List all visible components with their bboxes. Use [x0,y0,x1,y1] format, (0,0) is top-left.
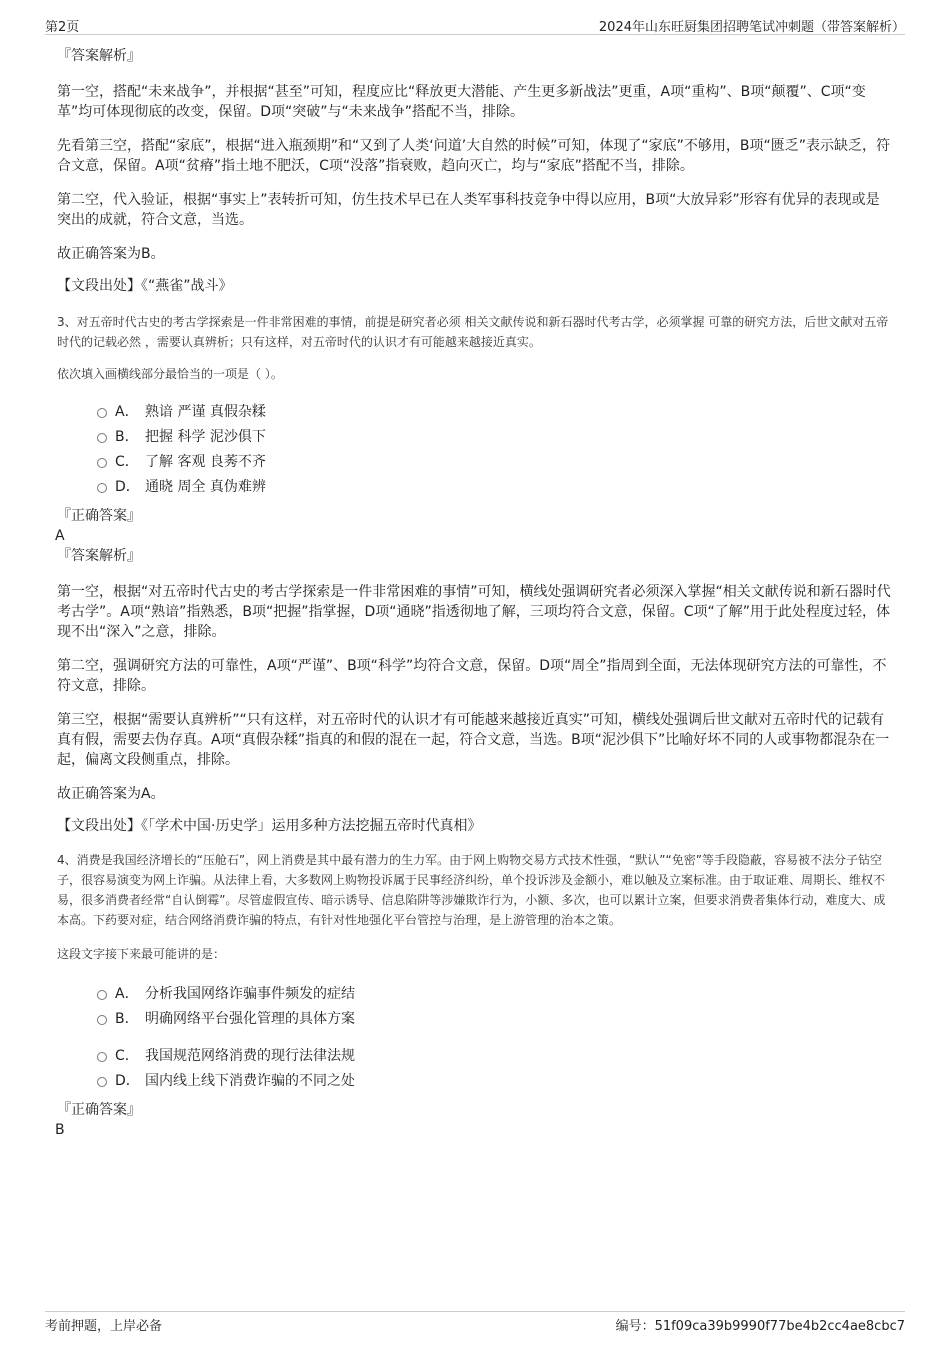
question-3-prompt: 依次填入画横线部分最恰当的一项是（ ）。 [57,367,283,381]
radio-icon[interactable] [97,1077,107,1087]
option-letter: B． [115,429,139,445]
source-citation: 【文段出处】《“燕雀”战斗》 [57,278,233,294]
page-footer [45,1311,905,1334]
correct-answer: A [55,528,65,544]
page-header [45,14,905,35]
option-d[interactable] [57,1069,893,1094]
option-letter: C． [115,1048,139,1064]
analysis-paragraph: 先看第三空，搭配“家底”，根据“进入瓶颈期”和“又到了人类‘问道’大自然的时候”可知，体现了“家底”不够用，B项“匮乏”表示缺乏，符合文意，保留。A项“贫瘠”指土地不肥沃，C项“没落”指衰败，趋向灭亡，均与“家底”搭配不当，排除。 [57,138,891,174]
option-c[interactable] [57,1044,893,1069]
analysis-paragraph: 第一空，根据“对五帝时代古史的考古学探索是一件非常困难的事情”可知，横线处强调研究者必须深入掌握“相关文献传说和新石器时代考古学”。A项“熟谙”指熟悉，B项“把握”指掌握，D项“通晓”指透彻地了解，三项均符合文意，保留。C项“了解”用于此处程度过轻，体现不出“深入”之意，排除。 [57,584,891,640]
document-id: 编号：51f09ca39b9990f77be4b2cc4ae8cbc7 [615,1319,905,1334]
question-4-options [57,982,893,1094]
page-content [57,46,893,1140]
radio-icon[interactable] [97,1015,107,1025]
radio-icon[interactable] [97,458,107,468]
option-letter: A． [115,404,139,420]
analysis-tag: 『答案解析』 [57,48,141,64]
footer-slogan: 考前押题，上岸必备 [45,1319,163,1334]
page-number: 第2页 [45,20,80,35]
question-3-options [57,400,893,500]
question-4-text: 4、消费是我国经济增长的“压舱石”，网上消费是其中最有潜力的生力军。由于网上购物交易方式技术性强，“默认”“免密”等手段隐蔽，容易被不法分子钻空子，很容易演变为网上诈骗。从法律上看，大多数网上购物投诉属于民事经济纠纷，单个投诉涉及金额小，难以触及立案标准。由于取证难、周期长、维权不易，很多消费者经常“自认倒霉”。尽管虚假宣传、暗示诱导、信息陷阱等涉嫌欺诈行为，小额、多次，也可以累计立案，但要求消费者集体行动，难度大、成本高。下药要对症，结合网络消费诈骗的特点，有针对性地强化平台管控与治理，是上游管理的治本之策。 [57,853,886,927]
option-a[interactable] [57,982,893,1007]
option-text: 分析我国网络诈骗事件频发的症结 [145,986,355,1002]
option-letter: D． [115,1073,140,1089]
option-c[interactable] [57,450,893,475]
option-text: 把握 科学 泥沙俱下 [145,429,266,445]
radio-icon[interactable] [97,408,107,418]
option-text: 国内线上线下消费诈骗的不同之处 [145,1073,355,1089]
radio-icon[interactable] [97,990,107,1000]
option-text: 我国规范网络消费的现行法律法规 [145,1048,355,1064]
document-title: 2024年山东旺厨集团招聘笔试冲刺题（带答案解析） [598,20,905,35]
analysis-tag: 『答案解析』 [57,548,141,564]
answer-tag: 『正确答案』 [57,508,141,524]
option-b[interactable] [57,1007,893,1032]
option-letter: B． [115,1011,139,1027]
option-letter: D． [115,479,140,495]
radio-icon[interactable] [97,1052,107,1062]
question-3-text: 3、对五帝时代古史的考古学探索是一件非常困难的事情，前提是研究者必须 相关文献传说和新石器时代考古学，必须掌握 可靠的研究方法，后世文献对五帝时代的记载必然 ，需要认真辨析；只有这样，对五帝时代的认识才有可能越来越接近真实。 [57,315,889,349]
option-letter: C． [115,454,139,470]
analysis-paragraph: 第一空，搭配“未来战争”，并根据“甚至”可知，程度应比“释放更大潜能、产生更多新战法”更重，A项“重构”、B项“颠覆”、C项“变革”均可体现彻底的改变，保留。D项“突破”与“未来战争”搭配不当，排除。 [57,84,866,120]
option-b[interactable] [57,425,893,450]
answer-tag: 『正确答案』 [57,1102,141,1118]
option-a[interactable] [57,400,893,425]
option-text: 了解 客观 良莠不齐 [145,454,266,470]
radio-icon[interactable] [97,483,107,493]
radio-icon[interactable] [97,433,107,443]
conclusion: 故正确答案为A。 [57,786,165,802]
analysis-paragraph: 第二空，代入验证，根据“事实上”表转折可知，仿生技术早已在人类军事科技竞争中得以应用，B项“大放异彩”形容有优异的表现或是突出的成就，符合文意，当选。 [57,192,880,228]
option-d[interactable] [57,475,893,500]
analysis-paragraph: 第三空，根据“需要认真辨析”“只有这样，对五帝时代的认识才有可能越来越接近真实”可知，横线处强调后世文献对五帝时代的记载有真有假，需要去伪存真。A项“真假杂糅”指真的和假的混在一起，符合文意，当选。B项“泥沙俱下”比喻好坏不同的人或事物都混杂在一起，偏离文段侧重点，排除。 [57,712,890,768]
option-text: 明确网络平台强化管理的具体方案 [145,1011,355,1027]
option-letter: A． [115,986,139,1002]
option-text: 熟谙 严谨 真假杂糅 [145,404,266,420]
conclusion: 故正确答案为B。 [57,246,165,262]
question-4-prompt: 这段文字接下来最可能讲的是： [57,947,226,961]
option-text: 通晓 周全 真伪难辨 [145,479,266,495]
correct-answer: B [55,1122,65,1138]
source-citation: 【文段出处】《「学术中国·历史学」运用多种方法挖掘五帝时代真相》 [57,818,482,834]
analysis-paragraph: 第二空，强调研究方法的可靠性，A项“严谨”、B项“科学”均符合文意，保留。D项“周全”指周到全面，无法体现研究方法的可靠性，不符文意，排除。 [57,658,887,694]
